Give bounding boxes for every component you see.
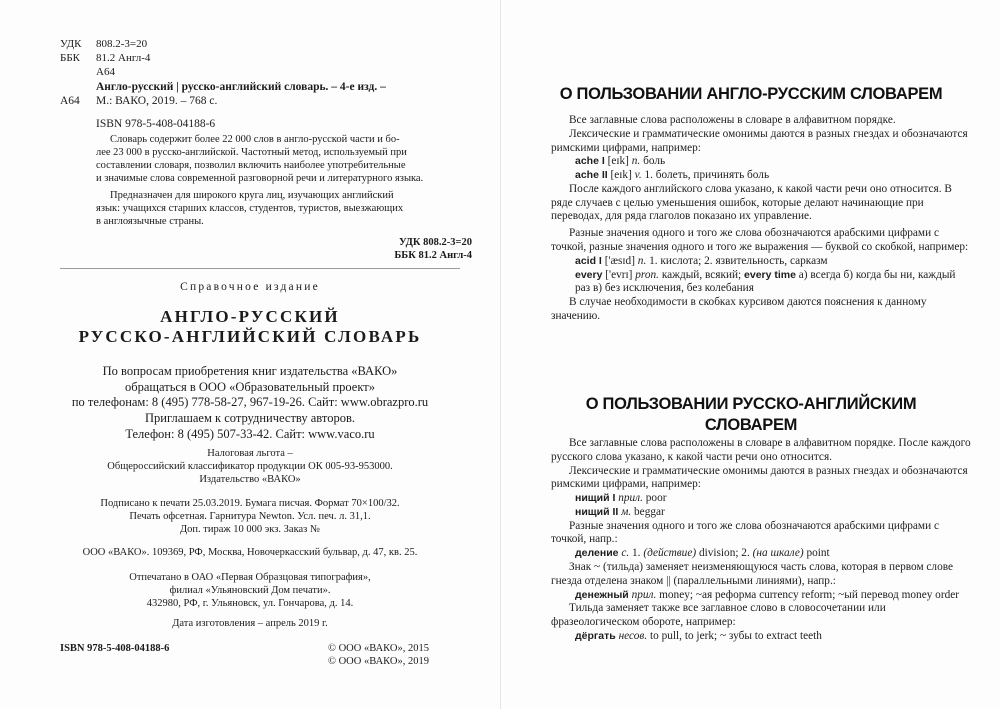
transcription: ['æsɪd] <box>604 254 635 267</box>
print-line: Печать офсетная. Гарнитура Newton. Усл. печ. л. 31,1. <box>129 511 371 523</box>
en-ru-paragraph: После каждого английского слова указано, к какой части речи оно относится. В ряде случаев с целью уменьшения ошибок, которые делают начинающие при переводах, для ряда глаголов показано их управление. <box>551 182 952 223</box>
part-of-speech: прил. <box>618 492 643 505</box>
headword-phrase: every time <box>744 268 796 281</box>
annotation-line: лее 23 000 в русско-английской. Частотный метод, используемый при <box>96 147 407 159</box>
definition: 1. кислота; 2. язвительность, сарказм <box>649 254 828 267</box>
dictionary-example <box>551 506 971 520</box>
transcription: [eɪk] <box>607 155 629 168</box>
definition: to pull, to jerk; ~ зубы to extract teeth <box>649 629 822 642</box>
headword: ache I <box>575 155 605 168</box>
part-of-speech: n. <box>631 155 641 168</box>
tax-line: Издательство «ВАКО» <box>199 474 301 486</box>
definition: 1. болеть, причинять боль <box>644 169 770 182</box>
contact-line: по телефонам: 8 (495) 778-58-27, 967-19-26. Сайт: www.obrazpro.ru <box>71 395 429 410</box>
printer-line: Отпечатано в ОАО «Первая Образцовая типография», <box>129 572 371 583</box>
ru-en-heading <box>521 394 981 435</box>
dictionary-example <box>551 492 971 506</box>
part-of-speech: несов. <box>618 629 648 642</box>
copyright-line: © ООО «ВАКО», 2015 <box>328 643 429 654</box>
edition-type: Справочное издание <box>180 281 320 293</box>
definition: каждый, всякий; <box>661 268 742 281</box>
part-of-speech: м. <box>621 505 632 518</box>
code-row <box>60 38 150 52</box>
transcription: ['evrɪ] <box>605 268 633 281</box>
part-of-speech: pron. <box>635 268 659 281</box>
definition: money; ~ая реформа currency reform; ~ый перевод money order <box>659 588 960 601</box>
udk-code: УДК 808.2-3=20 <box>399 237 472 248</box>
printer-block <box>0 571 500 610</box>
annotation-line: язык: учащихся старших классов, студентов, туристов, выезжающих <box>96 202 404 214</box>
annotation-line: Предназначен для широкого круга лиц, изучающих английский <box>110 189 394 201</box>
sense-note: (действие) <box>643 547 697 560</box>
bbk-code: ББК 81.2 Англ-4 <box>394 250 472 262</box>
headword: ache II <box>575 169 608 182</box>
en-ru-paragraph: Разные значения одного и того же слова обозначаются арабскими цифрами с точкой, разные значения одного и того же выражения — буквой со скобкой, например: <box>551 227 969 254</box>
part-of-speech: n. <box>637 254 647 267</box>
headword: деление <box>575 547 619 560</box>
dictionary-example <box>551 169 971 183</box>
annotation-line: Словарь содержит более 22 000 слов в англо-русской части и бо- <box>110 134 400 145</box>
headword: acid I <box>575 254 602 267</box>
en-ru-paragraph: Все заглавные слова расположены в словаре в алфавитном порядке. <box>569 114 896 126</box>
book-title-line1: АНГЛО-РУССКИЙ <box>160 307 340 326</box>
codes-right-block <box>394 236 472 262</box>
headword: дёргать <box>575 629 616 642</box>
annotation-line: в англоязычные страны. <box>96 215 204 227</box>
publisher-address: ООО «ВАКО». 109369, РФ, Москва, Новочеркасский бульвар, д. 47, кв. 25. <box>82 547 418 558</box>
biblio-line: Англо-русский | русско-английский словарь. – 4-е изд. – <box>96 81 386 93</box>
headword: нищий I <box>575 492 616 505</box>
divider <box>60 268 460 269</box>
dictionary-example <box>551 255 971 269</box>
code-key <box>60 66 96 80</box>
sense-number: 1. <box>632 547 641 560</box>
book-title-line2: РУССКО-АНГЛИЙСКИЙ СЛОВАРЬ <box>78 327 422 346</box>
code-row <box>60 66 150 80</box>
definition: beggar <box>634 505 665 518</box>
print-line: Доп. тираж 10 000 экз. Заказ № <box>180 524 320 536</box>
code-value: 81.2 Англ-4 <box>96 51 151 64</box>
ru-en-paragraph: Знак ~ (тильда) заменяет неизменяющуюся часть слова, которая в первом слове гнезда отделена знаком || (параллельными линиями), напр.: <box>551 561 953 587</box>
dictionary-example <box>551 155 971 169</box>
contact-line: Телефон: 8 (495) 507-33-42. Сайт: www.vaco.ru <box>125 426 375 441</box>
classification-codes <box>60 38 150 79</box>
en-ru-heading: О ПОЛЬЗОВАНИИ АНГЛО-РУССКИМ СЛОВАРЕМ <box>559 85 943 103</box>
en-ru-paragraph: В случае необходимости в скобках курсивом даются пояснения к данному значению. <box>551 296 927 322</box>
ru-en-section <box>551 437 971 644</box>
print-block <box>0 497 500 536</box>
definition: division; 2. <box>698 547 750 560</box>
annotation-line: составлении словаря, позволил включить наиболее употребительные <box>96 160 406 172</box>
part-of-speech: прил. <box>631 588 657 601</box>
manufacture-date: Дата изготовления – апрель 2019 г. <box>172 618 328 629</box>
biblio-line: М.: ВАКО, 2019. – 768 с. <box>96 95 218 108</box>
transcription: [eɪk] <box>610 169 632 182</box>
dictionary-example <box>551 269 971 297</box>
contacts-block <box>0 364 500 442</box>
author-sign-code: А64 <box>60 95 80 107</box>
en-ru-section <box>551 114 971 324</box>
code-key: ББК <box>60 51 80 64</box>
dictionary-example <box>551 630 971 644</box>
dictionary-example <box>551 547 971 561</box>
bibliographic-record <box>96 80 476 131</box>
biblio-isbn: ISBN 978-5-408-04188-6 <box>96 117 216 130</box>
headword: денежный <box>575 588 629 601</box>
print-line: Подписано к печати 25.03.2019. Бумага писчая. Формат 70×100/32. <box>100 498 400 509</box>
code-value: 808.2-3=20 <box>96 38 148 50</box>
annotation <box>96 133 466 228</box>
copyright-block <box>328 642 429 668</box>
copyright-line: © ООО «ВАКО», 2019 <box>328 656 429 668</box>
definition: point <box>806 547 830 560</box>
tax-line: Налоговая льгота – <box>207 448 293 459</box>
code-key: УДК <box>60 38 82 50</box>
definition: боль <box>643 155 666 168</box>
sense-note: (на шкале) <box>752 547 804 560</box>
headword: нищий II <box>575 505 619 518</box>
ru-en-paragraph: Все заглавные слова расположены в словаре в алфавитном порядке. После каждого русского слова указано, к какой части речи оно относится. <box>551 437 971 463</box>
annotation-line: и значимые слова современной разговорной речи и литературного языка. <box>96 173 424 185</box>
headword: every <box>575 268 603 281</box>
printer-line: 432980, РФ, г. Ульяновск, ул. Гончарова, д. 14. <box>146 598 354 610</box>
definition: а) всегда б) когда бы ни, каждый раз в) без исключения, без колебания <box>575 268 956 295</box>
part-of-speech: с. <box>621 547 630 560</box>
isbn-bottom: ISBN 978-5-408-04188-6 <box>60 643 170 654</box>
dictionary-example <box>551 589 971 603</box>
contact-line: обращаться в ООО «Образовательный проект» <box>125 379 375 394</box>
preface-page <box>500 0 1000 709</box>
contact-line: Приглашаем к сотрудничеству авторов. <box>145 410 355 425</box>
code-row <box>60 52 150 66</box>
ru-en-paragraph: Тильда заменяет также все заглавное слово в словосочетании или фразеологическом обороте, например: <box>551 602 886 629</box>
code-value: А64 <box>96 65 115 78</box>
tax-line: Общероссийский классификатор продукции ОК 005-93-953000. <box>107 461 393 473</box>
ru-en-heading-line: СЛОВАРЕМ <box>704 415 798 434</box>
printer-line: филиал «Ульяновский Дом печати». <box>169 585 331 597</box>
definition: poor <box>645 492 667 505</box>
ru-en-paragraph: Лексические и грамматические омонимы даются в разных гнездах и обозначаются римскими цифрами, например: <box>551 464 968 491</box>
en-ru-paragraph: Лексические и грамматические омонимы даются в разных гнездах и обозначаются римскими цифрами, например: <box>551 127 968 154</box>
ru-en-paragraph: Разные значения одного и того же слова обозначаются арабскими цифрами с точкой, напр.: <box>551 519 939 546</box>
contact-line: По вопросам приобретения книг издательства «ВАКО» <box>102 364 398 378</box>
part-of-speech: v. <box>634 169 642 182</box>
tax-block <box>0 447 500 486</box>
ru-en-heading-line: О ПОЛЬЗОВАНИИ РУССКО-АНГЛИЙСКИМ <box>585 395 917 413</box>
